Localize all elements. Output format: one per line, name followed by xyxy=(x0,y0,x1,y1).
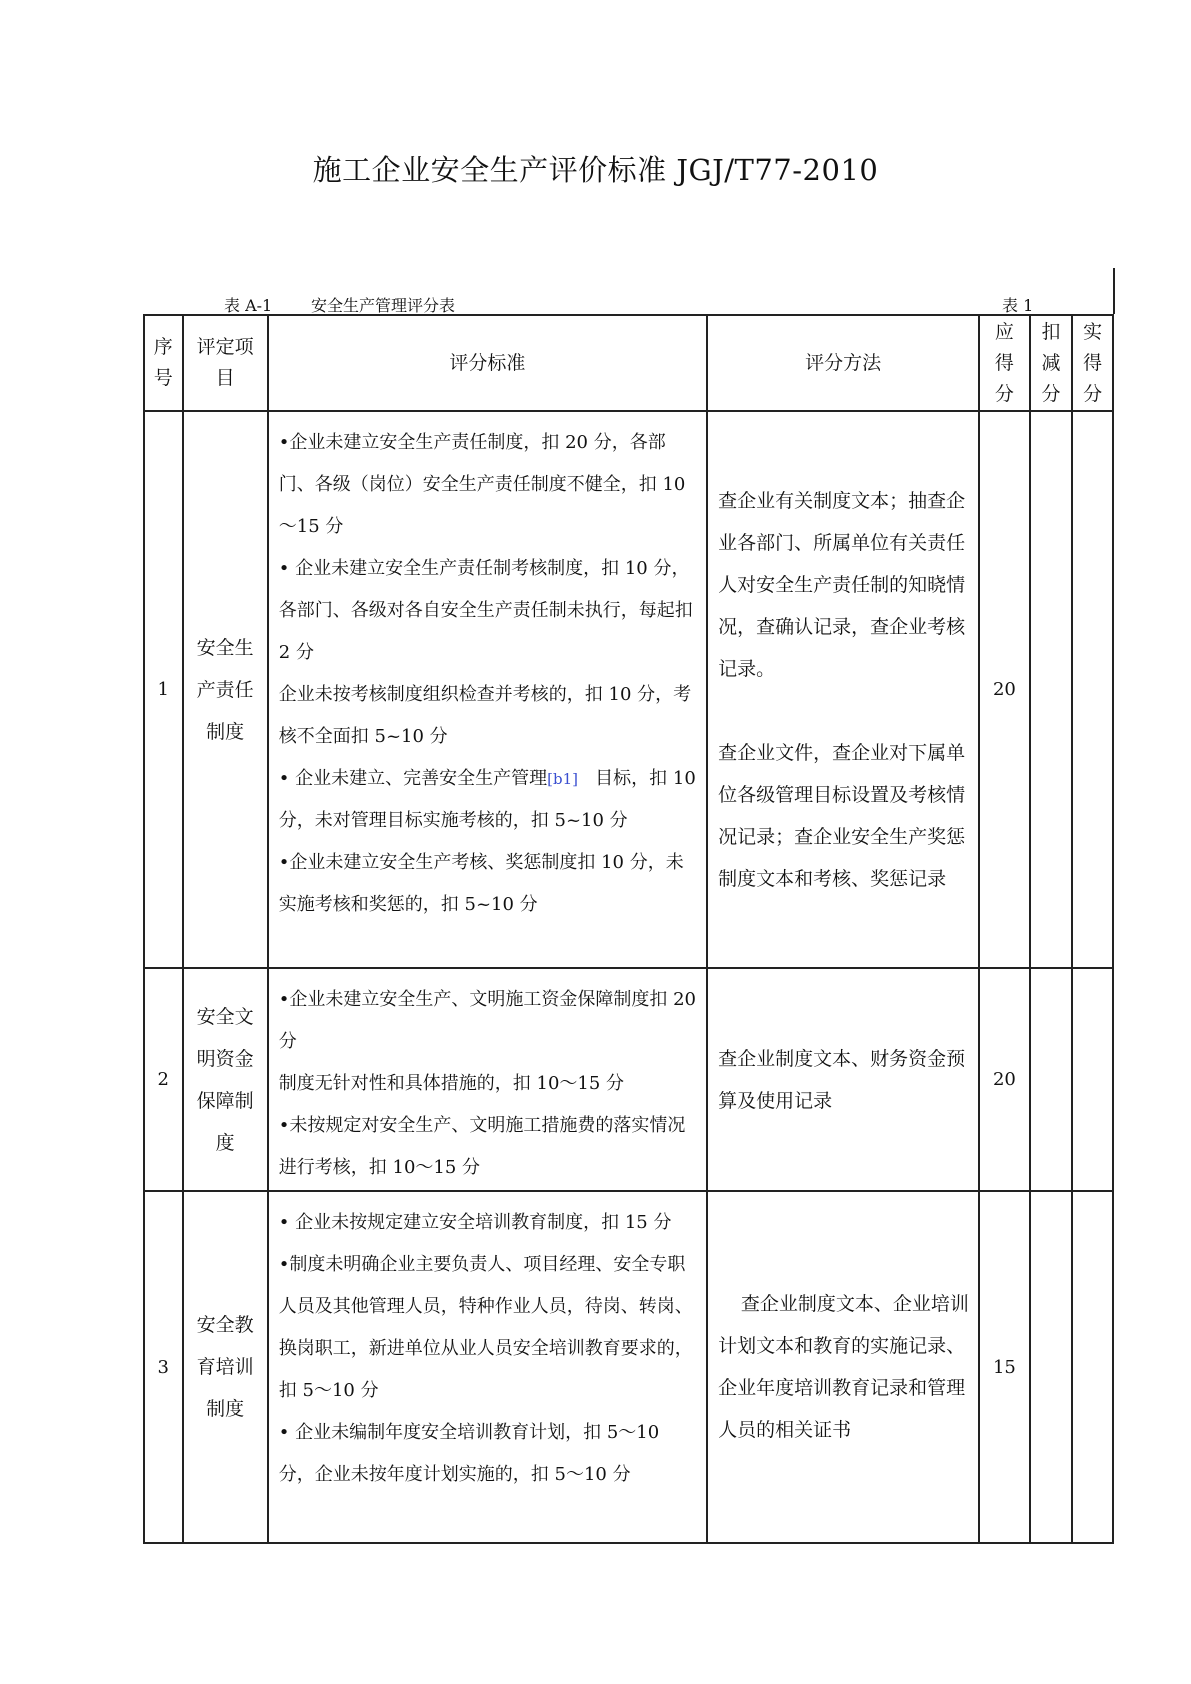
deducted-score[interactable] xyxy=(1030,411,1073,968)
scoring-standard xyxy=(268,1191,707,1543)
score-table xyxy=(143,314,1114,1544)
scoring-standard xyxy=(268,411,707,968)
method-line: 查企业有关制度文本；抽查企业各部门、所属单位有关责任人对安全生产责任制的知晓情况，查确认记录，查企业考核记录。 xyxy=(718,489,966,680)
standard-line: • 企业未建立、完善安全生产管理[b1] 目标，扣 10 分，未对管理目标实施考核的，扣 5~10 分 xyxy=(278,768,696,831)
header-item: 评定项目 xyxy=(183,315,268,411)
actual-score[interactable] xyxy=(1072,411,1113,968)
scoring-method xyxy=(707,1191,979,1543)
table-row xyxy=(144,411,1113,968)
actual-score[interactable] xyxy=(1072,1191,1113,1543)
table-header-row xyxy=(144,315,1113,411)
row-number: 1 xyxy=(144,411,183,968)
evaluation-item: 安全生产责任制度 xyxy=(183,411,268,968)
table-number: 表 A-1 xyxy=(224,296,273,315)
standard-line: •企业未建立安全生产责任制度，扣 20 分，各部门、各级（岗位）安全生产责任制度不健全，扣 10～15 分 xyxy=(278,432,686,537)
standard-line: • 企业未编制年度安全培训教育计划，扣 5～10 分，企业未按年度计划实施的，扣 5～10 分 xyxy=(278,1422,660,1485)
standard-line: •未按规定对安全生产、文明施工措施费的落实情况进行考核，扣 10～15 分 xyxy=(278,1115,686,1178)
actual-score[interactable] xyxy=(1072,968,1113,1191)
page-title: 施工企业安全生产评价标准 JGJ/T77-2010 xyxy=(312,153,879,187)
due-score: 15 xyxy=(979,1191,1030,1543)
standard-line: • 企业未按规定建立安全培训教育制度，扣 15 分 xyxy=(278,1212,672,1233)
header-standard: 评分标准 xyxy=(268,315,707,411)
standard-line: •制度未明确企业主要负责人、项目经理、安全专职人员及其他管理人员，特种作业人员，待岗、转岗、换岗职工，新进单位从业人员安全培训教育要求的，扣 5～10 分 xyxy=(278,1254,693,1401)
table-row xyxy=(144,1191,1113,1543)
table-row xyxy=(144,968,1113,1191)
standard-line: 制度无针对性和具体措施的，扣 10～15 分 xyxy=(278,1073,625,1094)
row-number: 3 xyxy=(144,1191,183,1543)
standard-line: •企业未建立安全生产考核、奖惩制度扣 10 分，未实施考核和奖惩的，扣 5~10 分 xyxy=(278,852,684,915)
header-actual: 实得分 xyxy=(1072,315,1113,411)
method-line: 查企业制度文本、企业培训计划文本和教育的实施记录、企业年度培训教育记录和管理人员的相关证书 xyxy=(718,1293,969,1441)
standard-line: •企业未建立安全生产、文明施工资金保障制度扣 20 分 xyxy=(278,989,697,1052)
scoring-standard xyxy=(268,968,707,1191)
header-score: 应得分 xyxy=(979,315,1030,411)
deducted-score[interactable] xyxy=(1030,1191,1073,1543)
due-score: 20 xyxy=(979,411,1030,968)
standard-line: 企业未按考核制度组织检查并考核的，扣 10 分，考核不全面扣 5~10 分 xyxy=(278,684,692,747)
comment-marker[interactable]: [b1] xyxy=(547,770,578,788)
table-name: 安全生产管理评分表 xyxy=(311,296,456,315)
scoring-method xyxy=(707,411,979,968)
page-label: 表 1 xyxy=(1002,296,1034,315)
header-deduct: 扣减分 xyxy=(1030,315,1073,411)
row-number: 2 xyxy=(144,968,183,1191)
due-score: 20 xyxy=(979,968,1030,1191)
evaluation-item: 安全文明资金保障制度 xyxy=(183,968,268,1191)
header-method: 评分方法 xyxy=(707,315,979,411)
evaluation-item: 安全教育培训制度 xyxy=(183,1191,268,1543)
header-no: 序号 xyxy=(144,315,183,411)
deducted-score[interactable] xyxy=(1030,968,1073,1191)
method-line: 查企业文件，查企业对下属单位各级管理目标设置及考核情况记录；查企业安全生产奖惩制度文本和考核、奖惩记录 xyxy=(718,741,966,890)
margin-rule xyxy=(1113,268,1115,314)
method-line: 查企业制度文本、财务资金预算及使用记录 xyxy=(718,1047,966,1112)
standard-line: • 企业未建立安全生产责任制考核制度，扣 10 分，各部门、各级对各自安全生产责任制未执行，每起扣 2 分 xyxy=(278,558,693,663)
scoring-method xyxy=(707,968,979,1191)
